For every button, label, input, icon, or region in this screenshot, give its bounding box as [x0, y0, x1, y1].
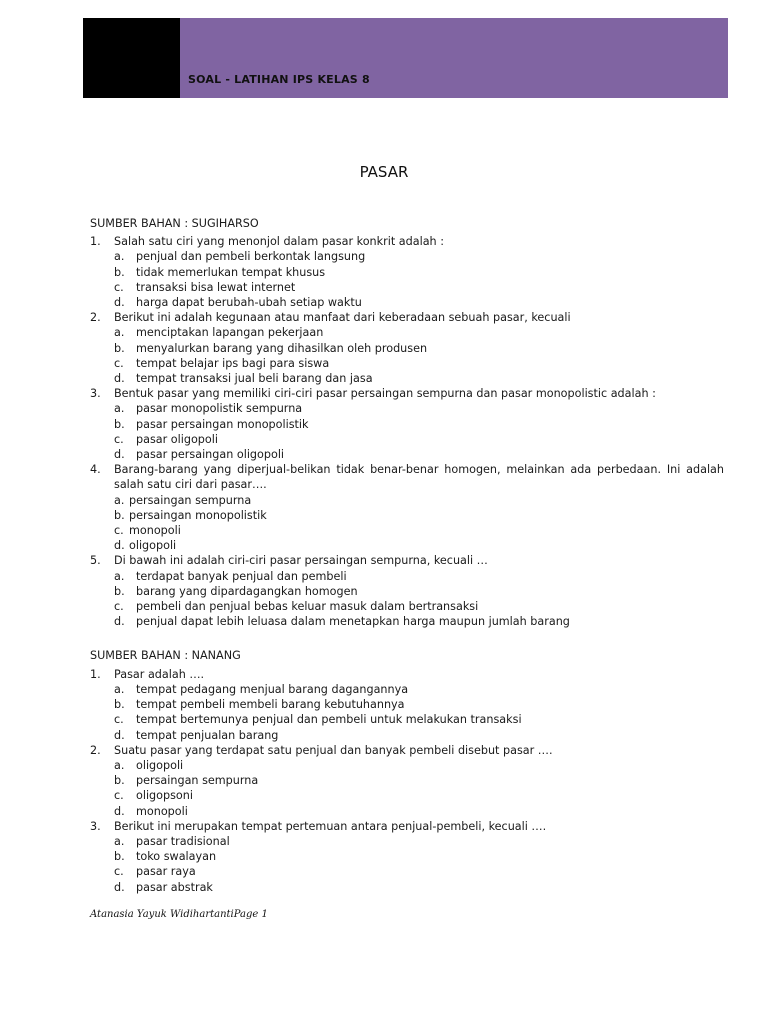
option-letter: d.	[114, 615, 125, 629]
answer-option	[90, 249, 724, 264]
question-text: Salah satu ciri yang menonjol dalam pasar konkrit adalah :	[114, 235, 444, 249]
option-letter: a.	[114, 402, 125, 416]
question-number: 1.	[90, 235, 101, 249]
question-text: Di bawah ini adalah ciri-ciri pasar persaingan sempurna, kecuali …	[114, 554, 488, 568]
option-text: tempat bertemunya penjual dan pembeli untuk melakukan transaksi	[136, 713, 522, 727]
answer-option	[90, 356, 724, 371]
question	[90, 234, 724, 249]
option-text: persaingan sempurna	[136, 774, 259, 788]
option-letter: a.	[114, 250, 125, 264]
option-letter: a.	[114, 326, 125, 340]
option-text: tidak memerlukan tempat khusus	[136, 265, 326, 279]
question	[90, 462, 724, 492]
option-letter: a.	[114, 834, 125, 848]
option-letter: d.	[114, 296, 125, 310]
answer-option	[90, 493, 724, 508]
option-letter: c.	[114, 524, 124, 538]
question	[90, 743, 724, 758]
option-text: pasar persaingan oligopoli	[136, 448, 285, 462]
answer-option	[90, 788, 724, 803]
answer-option	[90, 697, 724, 712]
answer-option	[90, 265, 724, 280]
question-section	[90, 216, 724, 629]
option-text: pasar monopolistik sempurna	[136, 402, 303, 416]
answer-option	[90, 371, 724, 386]
question-number: 2.	[90, 743, 101, 757]
option-text: monopoli	[136, 804, 188, 818]
option-letter: d.	[114, 728, 125, 742]
option-text: toko swalayan	[136, 850, 217, 864]
question	[90, 553, 724, 568]
option-letter: d.	[114, 448, 125, 462]
option-text: tempat belajar ips bagi para siswa	[136, 356, 330, 370]
option-letter: c.	[114, 713, 124, 727]
option-letter: c.	[114, 432, 124, 446]
option-text: oligopsoni	[136, 789, 193, 803]
option-text: pasar tradisional	[136, 834, 230, 848]
question	[90, 386, 724, 401]
question-section	[90, 648, 724, 894]
header-label: SOAL - LATIHAN IPS KELAS 8	[188, 73, 370, 86]
answer-option	[90, 599, 724, 614]
option-letter: b.	[114, 774, 125, 788]
answer-option	[90, 401, 724, 416]
option-letter: d.	[114, 539, 125, 553]
option-text: persaingan sempurna	[129, 493, 252, 507]
question-text: Suatu pasar yang terdapat satu penjual dan banyak pembeli disebut pasar ….	[114, 743, 553, 757]
option-text: pasar abstrak	[136, 880, 213, 894]
answer-option	[90, 880, 724, 895]
source-heading: SUMBER BAHAN : NANANG	[90, 649, 241, 663]
option-text: harga dapat berubah-ubah setiap waktu	[136, 296, 362, 310]
option-letter: c.	[114, 865, 124, 879]
option-letter: b.	[114, 584, 125, 598]
question	[90, 667, 724, 682]
question-number: 5.	[90, 554, 101, 568]
option-text: pembeli dan penjual bebas keluar masuk dalam bertransaksi	[136, 600, 479, 614]
option-text: tempat pembeli membeli barang kebutuhannya	[136, 698, 405, 712]
option-letter: a.	[114, 493, 125, 507]
answer-option	[90, 538, 724, 553]
option-text: penjual dan pembeli berkontak langsung	[136, 250, 366, 264]
question-number: 4.	[90, 463, 101, 477]
option-letter: b.	[114, 850, 125, 864]
option-text: pasar raya	[136, 865, 196, 879]
answer-option	[90, 758, 724, 773]
option-letter: a.	[114, 682, 125, 696]
option-letter: b.	[114, 698, 125, 712]
option-letter: d.	[114, 880, 125, 894]
answer-option	[90, 341, 724, 356]
answer-option	[90, 325, 724, 340]
option-text: tempat penjualan barang	[136, 728, 279, 742]
option-text: pasar oligopoli	[136, 432, 218, 446]
question-number: 1.	[90, 667, 101, 681]
option-text: oligopoli	[129, 539, 177, 553]
option-text: pasar persaingan monopolistik	[136, 417, 309, 431]
option-text: tempat transaksi jual beli barang dan jasa	[136, 372, 373, 386]
option-text: menyalurkan barang yang dihasilkan oleh produsen	[136, 341, 428, 355]
option-text: menciptakan lapangan pekerjaan	[136, 326, 324, 340]
question-text: Barang-barang yang diperjual-belikan tidak benar-benar homogen, melainkan ada perbedaan. Ini adalah salah satu ciri dari pasar….	[114, 463, 724, 492]
answer-option	[90, 569, 724, 584]
question-text: Pasar adalah ….	[114, 667, 205, 681]
option-text: monopoli	[129, 524, 181, 538]
option-letter: d.	[114, 372, 125, 386]
option-text: penjual dapat lebih leluasa dalam menetapkan harga maupun jumlah barang	[136, 615, 570, 629]
source-heading: SUMBER BAHAN : SUGIHARSO	[90, 217, 259, 230]
option-letter: b.	[114, 265, 125, 279]
option-letter: d.	[114, 804, 125, 818]
question-number: 3.	[90, 819, 101, 833]
option-letter: c.	[114, 356, 124, 370]
answer-option	[90, 447, 724, 462]
option-text: tempat pedagang menjual barang dagangannya	[136, 682, 409, 696]
answer-option	[90, 804, 724, 819]
option-text: barang yang dipardagangkan homogen	[136, 584, 358, 598]
answer-option	[90, 712, 724, 727]
option-letter: a.	[114, 758, 125, 772]
header-black-block	[83, 18, 180, 98]
answer-option	[90, 682, 724, 697]
answer-option	[90, 280, 724, 295]
answer-option	[90, 417, 724, 432]
question	[90, 819, 724, 834]
answer-option	[90, 773, 724, 788]
option-letter: c.	[114, 789, 124, 803]
question-text: Berikut ini adalah kegunaan atau manfaat dari keberadaan sebuah pasar, kecuali	[114, 311, 571, 325]
answer-option	[90, 508, 724, 523]
answer-option	[90, 295, 724, 310]
option-text: oligopoli	[136, 758, 184, 772]
option-letter: b.	[114, 508, 125, 522]
option-letter: b.	[114, 417, 125, 431]
answer-option	[90, 523, 724, 538]
question-list	[90, 216, 724, 895]
question-number: 3.	[90, 387, 101, 401]
option-text: persaingan monopolistik	[129, 508, 267, 522]
option-text: transaksi bisa lewat internet	[136, 280, 296, 294]
answer-option	[90, 432, 724, 447]
header-banner	[180, 18, 728, 98]
answer-option	[90, 614, 724, 629]
question-number: 2.	[90, 311, 101, 325]
option-text: terdapat banyak penjual dan pembeli	[136, 569, 347, 583]
answer-option	[90, 584, 724, 599]
answer-option	[90, 849, 724, 864]
option-letter: c.	[114, 600, 124, 614]
question-text: Berikut ini merupakan tempat pertemuan antara penjual-pembeli, kecuali ….	[114, 819, 547, 833]
answer-option	[90, 864, 724, 879]
question	[90, 310, 724, 325]
option-letter: c.	[114, 280, 124, 294]
option-letter: a.	[114, 569, 125, 583]
page-footer: Atanasia Yayuk WidihartantiPage 1	[90, 909, 268, 920]
question-text: Bentuk pasar yang memiliki ciri-ciri pasar persaingan sempurna dan pasar monopolistic adalah :	[114, 387, 656, 401]
answer-option	[90, 728, 724, 743]
answer-option	[90, 834, 724, 849]
option-letter: b.	[114, 341, 125, 355]
page-title: PASAR	[359, 163, 409, 181]
